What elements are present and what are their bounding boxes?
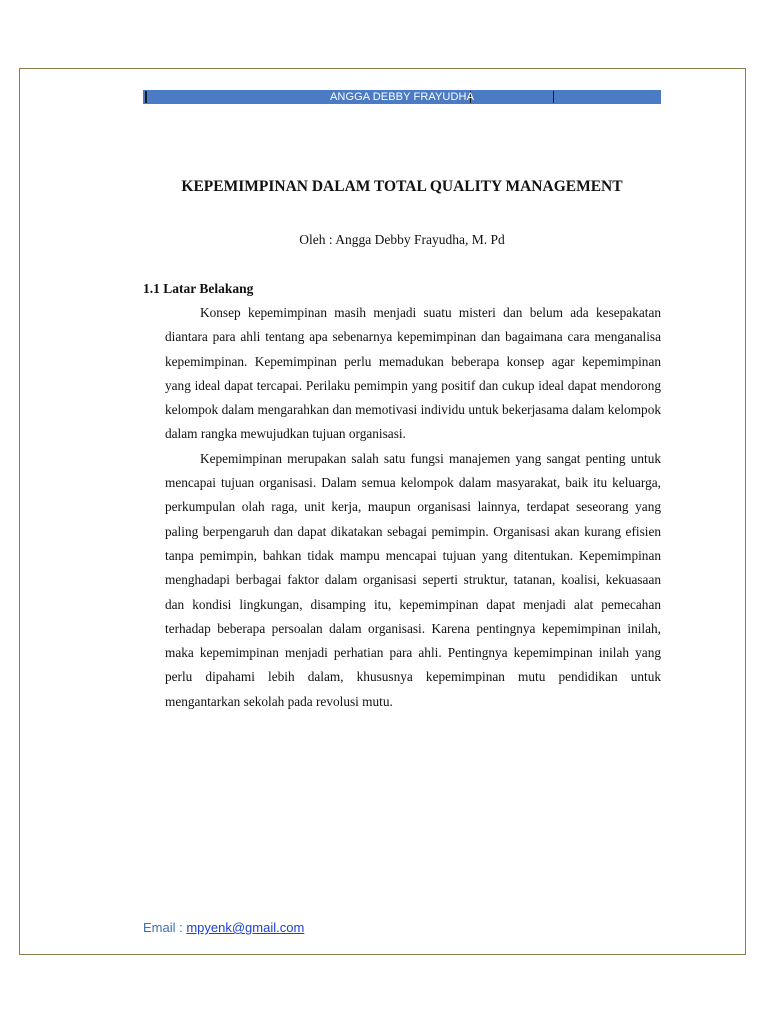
document-title: KEPEMIMPINAN DALAM TOTAL QUALITY MANAGEMENT	[181, 178, 623, 195]
paragraph-1: Konsep kepemimpinan masih menjadi suatu misteri dan belum ada kesepakatan diantara para ahli tentang apa sebenarnya kepemimpinan dan bagaimana cara menganalisa kepemimpinan. Kepemimpinan perlu memadukan beberapa konsep agar kepemimpinan yang ideal dapat tercapai. Perilaku pemimpin yang positif dan cukup ideal dapat mendorong kelompok dalam mengarahkan dan memotivasi individu untuk bekerjasama dalam kelompok dalam rangka mewujudkan tujuan organisasi.	[165, 305, 661, 442]
author-line: Oleh : Angga Debby Frayudha, M. Pd	[299, 232, 505, 247]
footer-email	[143, 920, 304, 936]
body-text	[165, 301, 661, 714]
header-band	[143, 90, 661, 104]
section-heading: 1.1 Latar Belakang	[143, 281, 254, 296]
email-link[interactable]: mpyenk@gmail.com	[186, 920, 305, 935]
email-label: Email :	[143, 920, 187, 935]
paragraph-2: Kepemimpinan merupakan salah satu fungsi manajemen yang sangat penting untuk mencapai tujuan organisasi. Dalam semua kelompok dalam masyarakat, baik itu keluarga, perkumpulan olah raga, unit kerja, maupun organisasi lainnya, terdapat seseorang yang paling berpengaruh dan dapat dikatakan sebagai pemimpin. Organisasi akan kurang efisien tanpa pemimpin, bahkan tidak mampu mencapai tujuan yang ditentukan. Kepemimpinan menghadapi berbagai faktor dalam organisasi seperti struktur, tatanan, koalisi, kekuasaan dan kondisi lingkungan, disamping itu, kepemimpinan dapat menjadi alat pemecahan terhadap beberapa persoalan dalam organisasi. Karena pentingnya kepemimpinan inilah, maka kepemimpinan menjadi perhatian para ahli. Pentingnya kepemimpinan inilah yang perlu dipahami lebih dalam, khususnya kepemimpinan mutu pendidikan untuk mengantarkan sekolah pada revolusi mutu.	[165, 450, 661, 709]
header-author-name: ANGGA DEBBY FRAYUDHA	[329, 91, 475, 103]
